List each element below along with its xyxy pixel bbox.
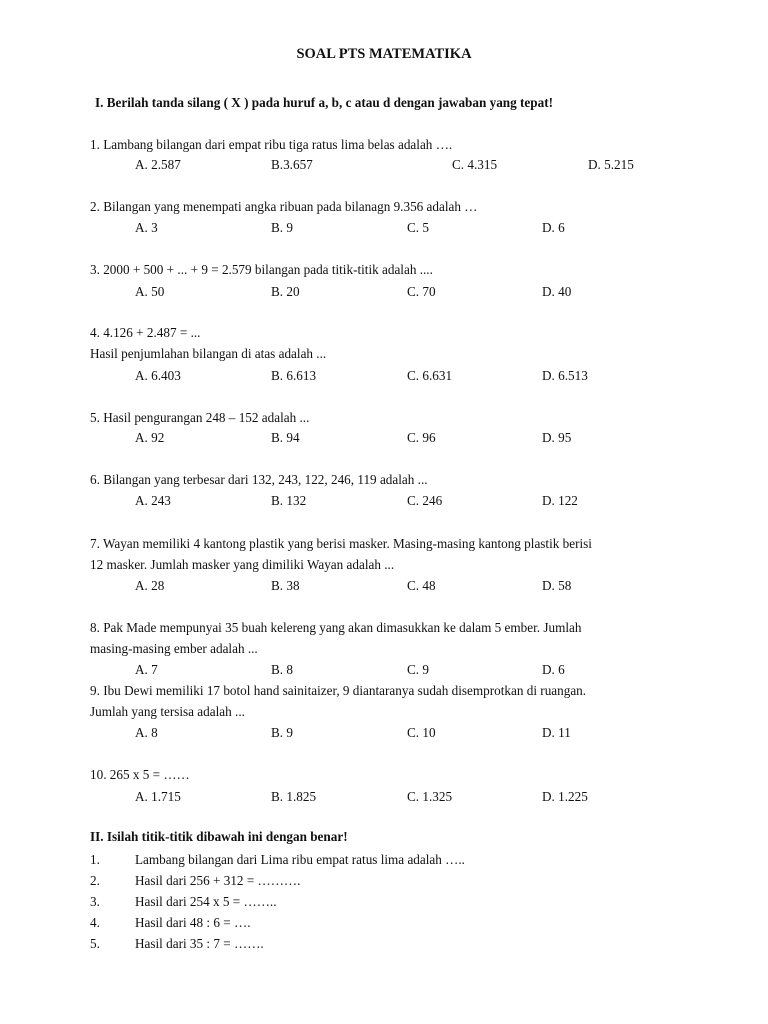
fill-item-3-number: 3. <box>90 894 100 909</box>
question-10-option-d[interactable]: D. 1.225 <box>542 789 588 804</box>
question-10-text-line: 10. 265 x 5 = …… <box>90 767 190 782</box>
question-7-option-c[interactable]: C. 48 <box>407 578 436 593</box>
fill-item-2-number: 2. <box>90 873 100 888</box>
question-1-option-a[interactable]: A. 2.587 <box>135 157 181 172</box>
question-10-option-c[interactable]: C. 1.325 <box>407 789 453 804</box>
question-7-option-d[interactable]: D. 58 <box>542 578 572 593</box>
question-8-text-line: 8. Pak Made mempunyai 35 buah kelereng yang akan dimasukkan ke dalam 5 ember. Jumlah <box>90 620 582 635</box>
question-5-option-b[interactable]: B. 94 <box>271 430 300 445</box>
question-5-option-a[interactable]: A. 92 <box>135 430 165 445</box>
section2-heading: II. Isilah titik-titik dibawah ini dengan benar! <box>90 829 348 844</box>
question-5-option-c[interactable]: C. 96 <box>407 430 436 445</box>
question-5-text-line: 5. Hasil pengurangan 248 – 152 adalah ... <box>90 410 310 425</box>
question-7-text-line: 12 masker. Jumlah masker yang dimiliki Wayan adalah ... <box>90 557 395 572</box>
question-2-option-b[interactable]: B. 9 <box>271 220 293 235</box>
page-title: SOAL PTS MATEMATIKA <box>296 46 472 62</box>
question-2-text-line: 2. Bilangan yang menempati angka ribuan pada bilanagn 9.356 adalah … <box>90 199 478 214</box>
question-7-text-line: 7. Wayan memiliki 4 kantong plastik yang berisi masker. Masing-masing kantong plastik berisi <box>90 536 592 551</box>
question-9-option-d[interactable]: D. 11 <box>542 725 571 740</box>
question-4-text-line: 4. 4.126 + 2.487 = ... <box>90 325 201 340</box>
question-1-option-c[interactable]: C. 4.315 <box>452 157 498 172</box>
question-4-option-b[interactable]: B. 6.613 <box>271 368 317 383</box>
question-9-option-a[interactable]: A. 8 <box>135 725 158 740</box>
question-5-option-d[interactable]: D. 95 <box>542 430 572 445</box>
question-10-option-b[interactable]: B. 1.825 <box>271 789 317 804</box>
question-8-text-line: masing-masing ember adalah ... <box>90 641 258 656</box>
question-6-option-d[interactable]: D. 122 <box>542 493 578 508</box>
question-9-option-b[interactable]: B. 9 <box>271 725 293 740</box>
question-9-option-c[interactable]: C. 10 <box>407 725 436 740</box>
section1-heading: I. Berilah tanda silang ( X ) pada huruf a, b, c atau d dengan jawaban yang tepat! <box>95 95 553 110</box>
question-2-option-c[interactable]: C. 5 <box>407 220 429 235</box>
question-7-option-b[interactable]: B. 38 <box>271 578 300 593</box>
fill-item-4-number: 4. <box>90 915 100 930</box>
question-3-option-c[interactable]: C. 70 <box>407 284 436 299</box>
question-8-option-b[interactable]: B. 8 <box>271 662 293 677</box>
fill-item-1-number: 1. <box>90 852 100 867</box>
question-3-option-a[interactable]: A. 50 <box>135 284 165 299</box>
fill-item-1-text: Lambang bilangan dari Lima ribu empat ratus lima adalah ….. <box>135 852 465 867</box>
question-6-option-c[interactable]: C. 246 <box>407 493 443 508</box>
question-2-option-a[interactable]: A. 3 <box>135 220 158 235</box>
question-3-option-b[interactable]: B. 20 <box>271 284 300 299</box>
question-4-text-line: Hasil penjumlahan bilangan di atas adalah ... <box>90 346 327 361</box>
fill-item-5-number: 5. <box>90 936 100 951</box>
question-3-text-line: 3. 2000 + 500 + ... + 9 = 2.579 bilangan pada titik-titik adalah .... <box>90 262 433 277</box>
question-8-option-d[interactable]: D. 6 <box>542 662 565 677</box>
question-1-text-line: 1. Lambang bilangan dari empat ribu tiga ratus lima belas adalah …. <box>90 137 453 152</box>
question-7-option-a[interactable]: A. 28 <box>135 578 165 593</box>
question-2-option-d[interactable]: D. 6 <box>542 220 565 235</box>
question-10-option-a[interactable]: A. 1.715 <box>135 789 181 804</box>
question-4-option-a[interactable]: A. 6.403 <box>135 368 181 383</box>
question-6-text-line: 6. Bilangan yang terbesar dari 132, 243, 122, 246, 119 adalah ... <box>90 472 428 487</box>
question-6-option-b[interactable]: B. 132 <box>271 493 307 508</box>
question-9-text-line: 9. Ibu Dewi memiliki 17 botol hand sainitaizer, 9 diantaranya sudah disemprotkan di ruangan. <box>90 683 587 698</box>
fill-item-5-text: Hasil dari 35 : 7 = ……. <box>135 936 264 951</box>
fill-item-4-text: Hasil dari 48 : 6 = …. <box>135 915 251 930</box>
question-1-option-d[interactable]: D. 5.215 <box>588 157 634 172</box>
fill-item-2-text: Hasil dari 256 + 312 = ………. <box>135 873 301 888</box>
question-4-option-c[interactable]: C. 6.631 <box>407 368 453 383</box>
fill-item-3-text: Hasil dari 254 x 5 = …….. <box>135 894 277 909</box>
question-8-option-a[interactable]: A. 7 <box>135 662 158 677</box>
question-4-option-d[interactable]: D. 6.513 <box>542 368 588 383</box>
question-6-option-a[interactable]: A. 243 <box>135 493 171 508</box>
question-3-option-d[interactable]: D. 40 <box>542 284 572 299</box>
question-1-option-b[interactable]: B.3.657 <box>271 157 313 172</box>
question-8-option-c[interactable]: C. 9 <box>407 662 429 677</box>
question-9-text-line: Jumlah yang tersisa adalah ... <box>90 704 245 719</box>
